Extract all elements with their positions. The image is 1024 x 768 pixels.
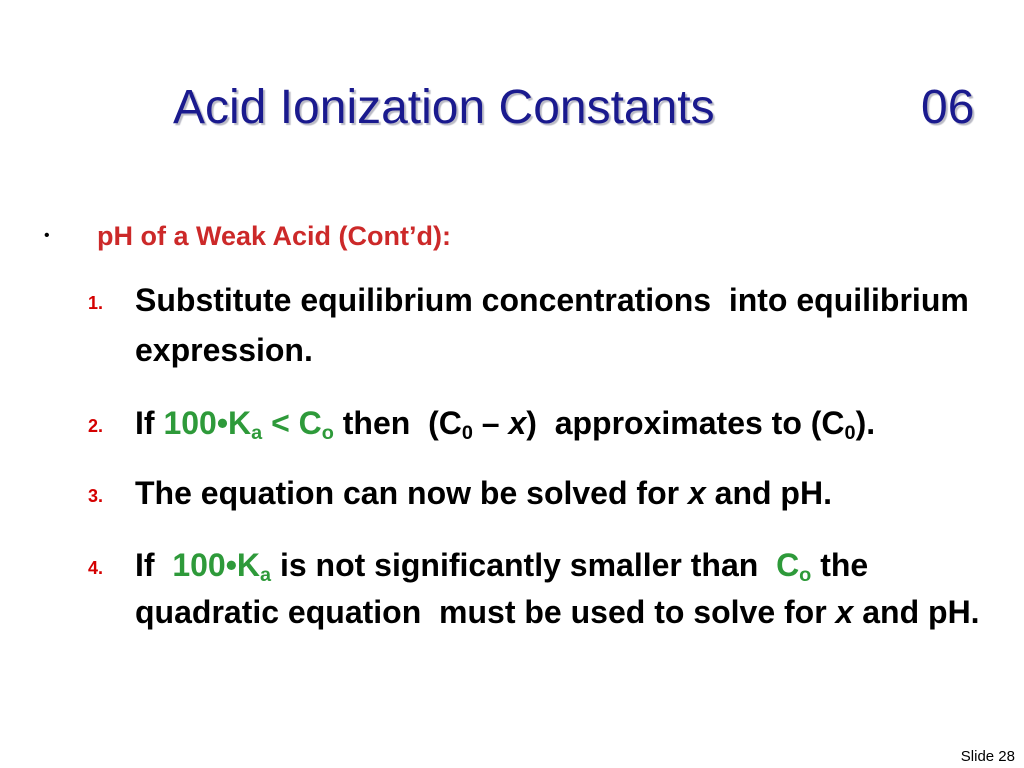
item-4-line-1 xyxy=(135,549,868,591)
item-4-line-2 xyxy=(135,596,980,628)
item-text: The equation can now be solved for xyxy=(135,475,688,511)
item-1-line-1 xyxy=(135,284,969,316)
item-number-3: 3. xyxy=(88,486,104,506)
item-text: and pH. xyxy=(853,594,980,630)
slide-number: Slide 28 xyxy=(960,748,1015,765)
co-expression: C xyxy=(776,547,800,583)
item-text: ) approximates to (C xyxy=(526,405,845,441)
variable-x: x xyxy=(835,594,854,630)
item-2-line-1 xyxy=(135,407,875,449)
item-number-1: 1. xyxy=(88,293,104,313)
slide-title-number: 06 xyxy=(921,81,975,134)
ka-subscript: a xyxy=(260,563,272,586)
ka-expression: 100•K xyxy=(163,405,252,441)
item-text: expression. xyxy=(135,332,313,368)
item-text: If xyxy=(135,405,164,441)
item-text: then (C xyxy=(333,405,462,441)
item-number-2: 2. xyxy=(88,416,104,436)
co-subscript: o xyxy=(321,421,334,444)
co-expression: C xyxy=(298,405,322,441)
item-text: quadratic equation must be used to solve for xyxy=(135,594,836,630)
ka-subscript: a xyxy=(251,421,263,444)
item-text: Substitute equilibrium concentrations into equilibrium xyxy=(135,282,969,318)
item-text: ). xyxy=(855,405,876,441)
item-3-line-1 xyxy=(135,477,832,509)
item-text: and pH. xyxy=(705,475,832,511)
variable-x: x xyxy=(508,405,527,441)
slide-title: Acid Ionization Constants xyxy=(173,81,715,134)
ka-expression: 100•K xyxy=(172,547,261,583)
item-number-4: 4. xyxy=(88,558,104,578)
bullet-point: • xyxy=(44,227,50,244)
variable-x: x xyxy=(687,475,706,511)
c0-subscript: 0 xyxy=(461,421,473,444)
item-text: If xyxy=(135,547,173,583)
co-subscript: o xyxy=(799,563,812,586)
less-than-symbol: < xyxy=(262,405,299,441)
section-heading: pH of a Weak Acid (Cont’d): xyxy=(97,221,451,251)
item-text: the xyxy=(811,547,869,583)
item-text: is not significantly smaller than xyxy=(271,547,777,583)
item-1-line-2 xyxy=(135,334,313,366)
item-text: – xyxy=(472,405,509,441)
c0-subscript: 0 xyxy=(844,421,856,444)
